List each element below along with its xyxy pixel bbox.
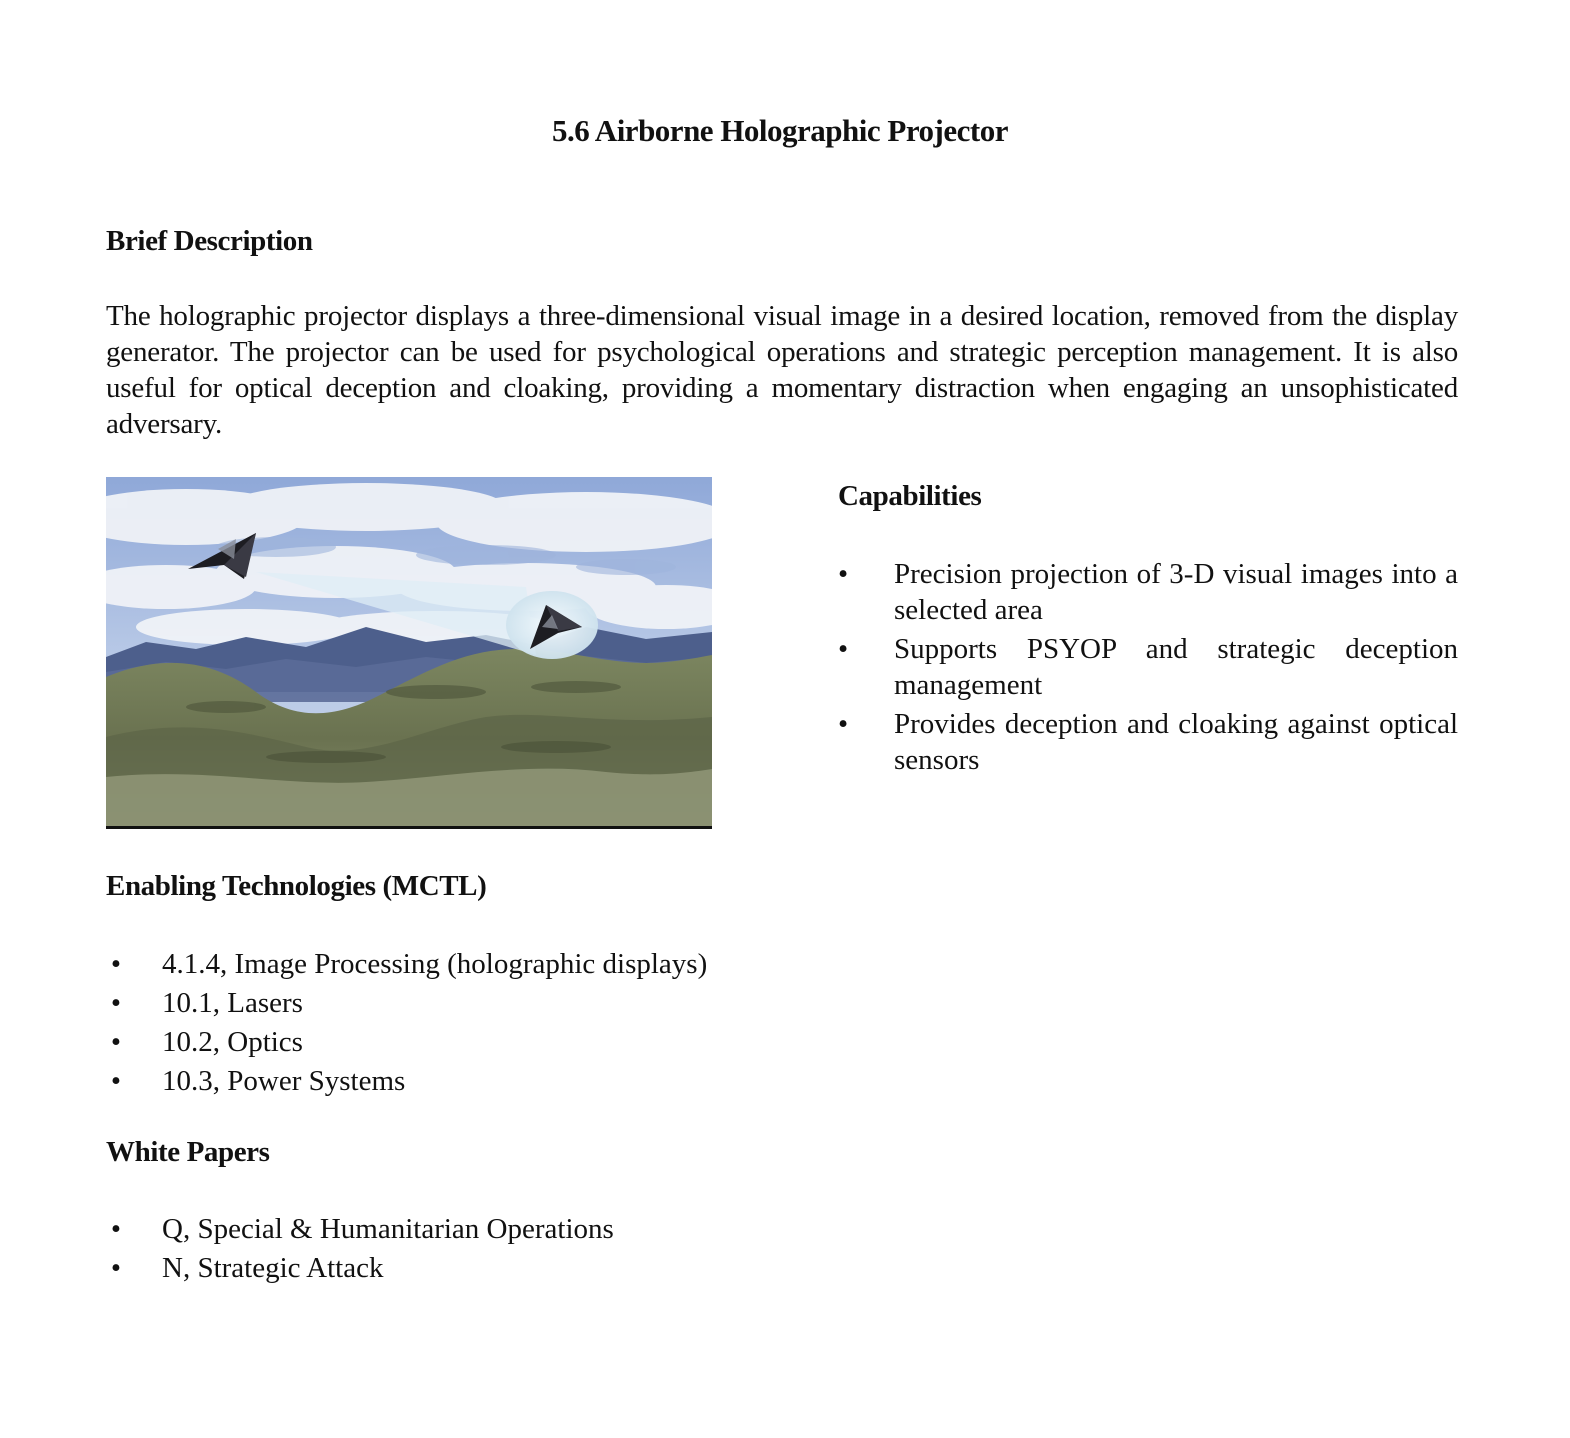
list-item-text: 4.1.4, Image Processing (holographic displays) (162, 948, 708, 980)
list-item (106, 1023, 707, 1062)
bullet-icon: • (838, 558, 849, 590)
capabilities-list (838, 556, 1458, 781)
list-item (838, 556, 1458, 628)
enabling-technologies-heading: Enabling Technologies (MCTL) (106, 870, 487, 902)
list-item-text: 10.2, Optics (162, 1026, 303, 1058)
list-item (106, 1062, 707, 1101)
bullet-icon: • (110, 987, 122, 1019)
holographic-projector-illustration (106, 477, 712, 829)
page-title: 5.6 Airborne Holographic Projector (552, 112, 1008, 148)
list-item (106, 984, 707, 1023)
brief-description-heading: Brief Description (106, 225, 313, 257)
list-item-text: Precision projection of 3-D visual images into a selected area (894, 558, 1458, 626)
list-item (106, 1210, 614, 1249)
list-item-text: N, Strategic Attack (162, 1252, 384, 1284)
list-item-text: Supports PSYOP and strategic deception management (894, 633, 1458, 701)
capabilities-heading: Capabilities (838, 480, 982, 512)
bullet-icon: • (838, 708, 849, 740)
bullet-icon: • (110, 1213, 122, 1245)
enabling-technologies-list (106, 945, 707, 1101)
bullet-icon: • (110, 948, 122, 980)
bullet-icon: • (838, 633, 849, 665)
bullet-icon: • (110, 1026, 122, 1058)
list-item-text: Q, Special & Humanitarian Operations (162, 1213, 614, 1245)
white-papers-heading: White Papers (106, 1136, 270, 1168)
brief-description-text: The holographic projector displays a three-dimensional visual image in a desired location, removed from the display generator. The projector can be used for psychological operations and strategic perception management. It is also useful for optical deception and cloaking, providing a momentary distraction when engaging an unsophisticated adversary. (106, 300, 1458, 440)
list-item (106, 945, 707, 984)
bullet-icon: • (110, 1065, 122, 1097)
white-papers-list (106, 1210, 614, 1288)
list-item (106, 1249, 614, 1288)
list-item-text: Provides deception and cloaking against optical sensors (894, 708, 1458, 776)
list-item (838, 631, 1458, 703)
list-item (838, 706, 1458, 778)
list-item-text: 10.3, Power Systems (162, 1065, 406, 1097)
list-item-text: 10.1, Lasers (162, 987, 303, 1019)
bullet-icon: • (110, 1252, 122, 1284)
